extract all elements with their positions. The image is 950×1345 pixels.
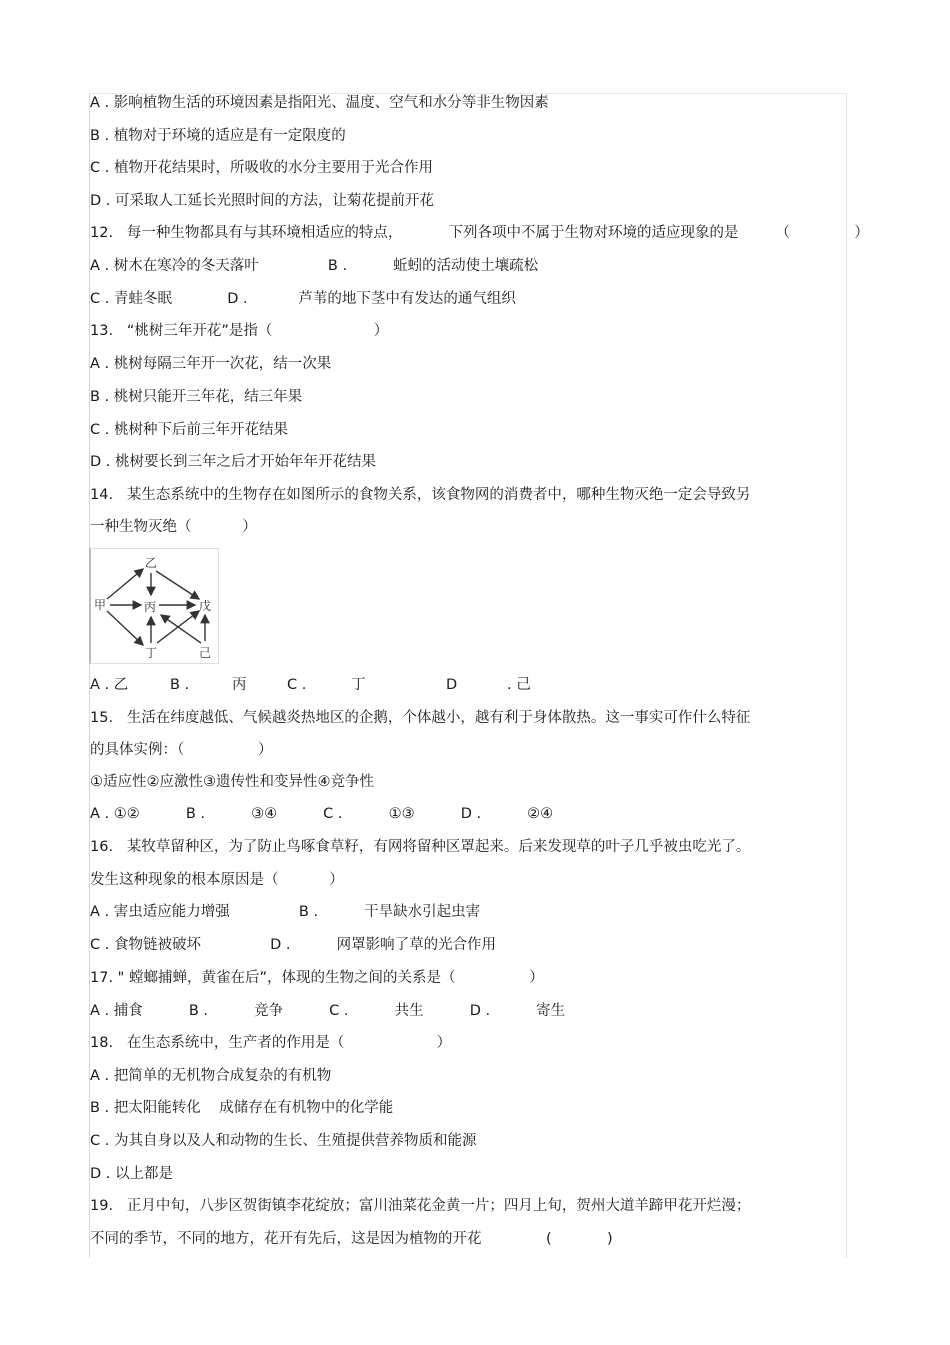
q14-option-d-label: D	[446, 677, 458, 693]
text-line: C . 植物开花结果时，所吸收的水分主要用于光合作用	[90, 160, 433, 176]
text-line: A . 把简单的无机物合成复杂的有机物	[90, 1068, 332, 1084]
text-line: ①适应性②应激性③遗传性和变异性④竞争性	[90, 774, 374, 790]
text-line: A . 桃树每隔三年开一次花，结一次果	[90, 356, 332, 372]
text-line: B . 植物对于环境的适应是有一定限度的	[90, 128, 346, 144]
node-bing: 丙	[144, 600, 157, 614]
q14-option-b-value: 丙	[232, 677, 247, 693]
arrow-yi-wu	[156, 571, 199, 599]
q14-option-c-value: 丁	[351, 677, 366, 693]
arrow-jia-yi	[107, 569, 143, 599]
text-line: 的具体实例：（ ）	[90, 742, 273, 758]
text-line: C . 桃树种下后前三年开花结果	[90, 422, 288, 438]
text-line: 16. 某牧草留种区，为了防止鸟啄食草籽，有网将留种区罩起来。后来发现草的叶子几乎被虫吃光了。	[90, 839, 751, 855]
text-line: 15. 生活在纬度越低、气候越炎热地区的企鹅，个体越小，越有利于身体散热。这一事实可作什么特征	[90, 710, 751, 726]
text-line: B . 把太阳能转化 成储存在有机物中的化学能	[90, 1100, 394, 1116]
node-wu: 戊	[199, 599, 212, 613]
arrow-jia-ding	[107, 611, 143, 645]
q14-option-d-value: . 己	[507, 677, 531, 693]
text-line: A . 捕食 B . 竞争 C . 共生 D . 寄生	[90, 1003, 566, 1019]
node-jia: 甲	[94, 598, 107, 612]
text-line: D . 可采取人工延长光照时间的方法，让菊花提前开花	[90, 193, 434, 209]
arrow-ji-bing	[161, 615, 201, 643]
text-line: C . 食物链被破坏 D . 网罩影响了草的光合作用	[90, 937, 497, 953]
food-web-svg	[91, 549, 219, 663]
text-line: D . 桃树要长到三年之后才开始年年开花结果	[90, 454, 376, 470]
node-ding: 丁	[145, 646, 158, 660]
text-line: A . 害虫适应能力增强 B . 干旱缺水引起虫害	[90, 904, 481, 920]
node-ji: 己	[199, 646, 212, 660]
q14-option-a: A . 乙	[90, 677, 129, 693]
text-line: A . 树木在寒冷的冬天落叶 B . 蚯蚓的活动使土壤疏松	[90, 258, 539, 274]
q14-option-b-label: B .	[170, 677, 190, 693]
text-line: 不同的季节，不同的地方，花开有先后，这是因为植物的开花 ( )	[90, 1231, 613, 1247]
text-line: 19. 正月中旬，八步区贺街镇李花绽放；富川油菜花金黄一片；四月上旬，贺州大道羊蹄甲花开烂漫；	[90, 1198, 751, 1214]
text-line: 发生这种现象的根本原因是（ ）	[90, 872, 344, 888]
text-line: 14. 某生态系统中的生物存在如图所示的食物关系，该食物网的消费者中，哪种生物灭绝一定会导致另	[90, 487, 751, 503]
text-line: 17. " 螳螂捕蝉，黄雀在后”，体现的生物之间的关系是（ ）	[90, 970, 544, 986]
text-line: C . 为其自身以及人和动物的生长、生殖提供营养物质和能源	[90, 1133, 477, 1149]
text-line: B . 桃树只能开三年花，结三年果	[90, 389, 303, 405]
text-line: A . ①② B . ③④ C . ①③ D . ②④	[90, 806, 554, 822]
q14-option-c-label: C .	[287, 677, 307, 693]
text-line: D . 以上都是	[90, 1166, 173, 1182]
text-line: 18. 在生态系统中，生产者的作用是（ ）	[90, 1035, 452, 1051]
text-line: A . 影响植物生活的环境因素是指阳光、温度、空气和水分等非生物因素	[90, 95, 549, 111]
node-yi: 乙	[145, 556, 158, 570]
text-line: 12. 每一种生物都具有与其环境相适应的特点， 下列各项中不属于生物对环境的适应现象的是 （ ）	[90, 225, 869, 241]
food-web-diagram	[89, 548, 219, 664]
text-line: C . 青蛙冬眠 D . 芦苇的地下茎中有发达的通气组织	[90, 291, 516, 307]
text-line: 一种生物灭绝（ ）	[90, 519, 257, 535]
text-line: 13. “桃树三年开花”是指（ ）	[90, 323, 389, 339]
